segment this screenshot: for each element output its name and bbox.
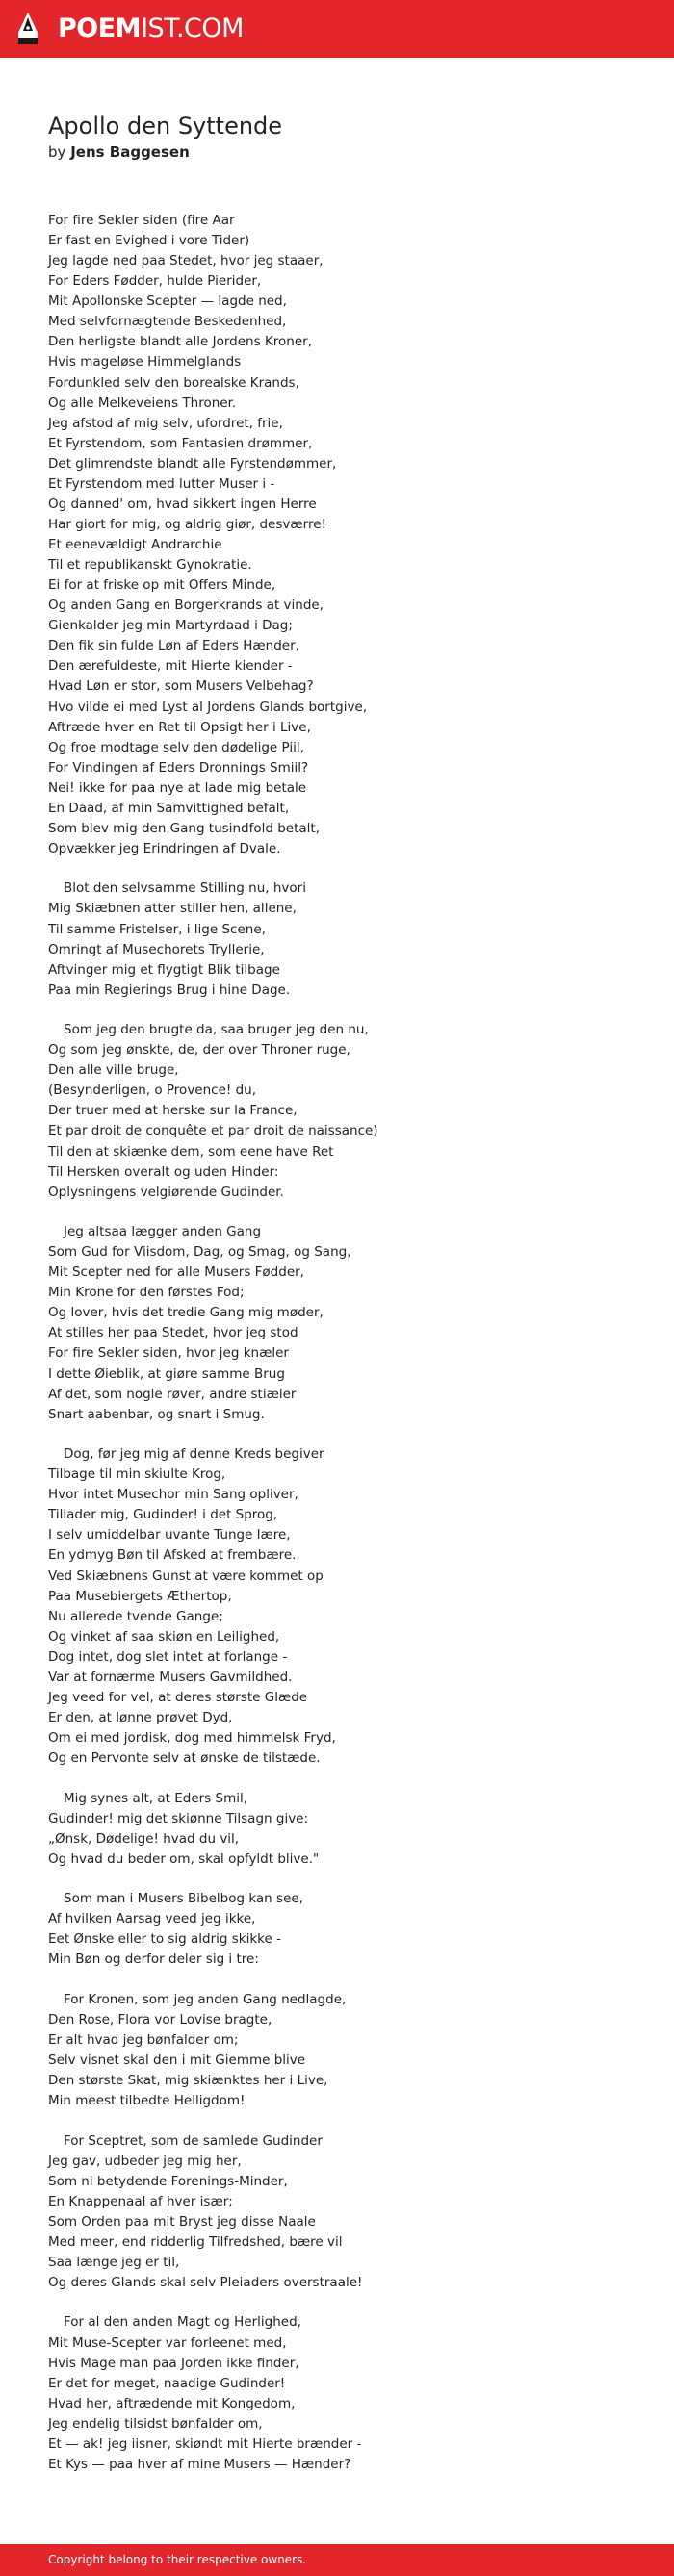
- poem-stanza: [48, 1789, 645, 1870]
- poem-line: Mig synes alt, at Eders Smil,: [64, 1790, 248, 1806]
- poem-line: Og deres Glands skal selv Pleiaders overstraale!: [48, 2275, 363, 2290]
- site-footer: [0, 2544, 674, 2576]
- poem-line: Var at fornærme Musers Gavmildhed.: [48, 1669, 293, 1685]
- poem-line: Den fik sin fulde Løn af Eders Hænder,: [48, 638, 299, 654]
- poem-line: Min meest tilbedte Helligdom!: [48, 2093, 246, 2109]
- poem-line: Ei for at friske op mit Offers Minde,: [48, 577, 276, 594]
- poem-line: Snart aabenbar, og snart i Smug.: [48, 1406, 265, 1422]
- poem-line: Som ni betydende Forenings-Minder,: [48, 2173, 288, 2189]
- poem-line: Mig Skiæbnen atter stiller hen, allene,: [48, 901, 297, 917]
- poem-line: Den største Skat, mig skiænktes her i Live,: [48, 2073, 328, 2089]
- poem-line: Som man i Musers Bibelbog kan see,: [64, 1891, 303, 1907]
- poem-line: Min Krone for den førstes Fod;: [48, 1285, 245, 1301]
- poem-line: Jeg veed for vel, at deres største Glæde: [48, 1689, 308, 1705]
- poem-stanza: [48, 2131, 645, 2294]
- poem-line: Et Fyrstendom, som Fantasien drømmer,: [48, 435, 313, 451]
- poem-stanza: [48, 1444, 645, 1769]
- poem-line: Til et republikanskt Gynokratie.: [48, 557, 252, 574]
- byline: [48, 142, 190, 162]
- poem-line: Om ei med jordisk, dog med himmelsk Fryd,: [48, 1730, 336, 1746]
- poem-line: Jeg afstod af mig selv, ufordret, frie,: [48, 415, 283, 431]
- poem-stanza: [48, 879, 645, 1000]
- site-header: [0, 0, 674, 58]
- poem-line: Og vinket af saa skiøn en Leilighed,: [48, 1628, 280, 1645]
- poem-line: Opvækker jeg Erindringen af Dvale.: [48, 840, 281, 856]
- poem-line: Hvad Løn er stor, som Musers Velbehag?: [48, 678, 314, 695]
- poem-line: Et — ak! jeg iisner, skiøndt mit Hierte brænder -: [48, 2436, 362, 2452]
- poem-line: Dog, før jeg mig af denne Kreds begiver: [64, 1446, 324, 1463]
- poem-line: Hvo vilde ei med Lyst al Jordens Glands bortgive,: [48, 699, 368, 715]
- poem-line: Er fast en Evighed i vore Tider): [48, 233, 250, 249]
- poem-line: For fire Sekler siden, hvor jeg knæler: [48, 1345, 289, 1362]
- poem-line: Som jeg den brugte da, saa bruger jeg den nu,: [64, 1022, 369, 1038]
- poem-line: Jeg endelig tilsidst bønfalder om,: [48, 2415, 263, 2432]
- poem-title: Apollo den Syttende: [48, 113, 283, 140]
- poem-line: Fordunkled selv den borealske Krands,: [48, 374, 299, 391]
- poem-line: Oplysningens velgiørende Gudinder.: [48, 1184, 284, 1200]
- poem-line: Min Bøn og derfor deler sig i tre:: [48, 1951, 259, 1968]
- poem-line: Har giort for mig, og aldrig giør, desværre!: [48, 516, 326, 532]
- poem-line: Hvis mageløse Himmelglands: [48, 354, 242, 370]
- poem-line: Som blev mig den Gang tusindfold betalt,: [48, 820, 320, 836]
- brand-light: IST.COM: [141, 13, 244, 43]
- poem-line: Ved Skiæbnens Gunst at være kommet op: [48, 1568, 324, 1584]
- poem-line: Til Hersken overalt og uden Hinder:: [48, 1163, 279, 1180]
- poem-line: Er det for meget, naadige Gudinder!: [48, 2375, 286, 2391]
- poem-line: Der truer med at herske sur la France,: [48, 1103, 298, 1119]
- poem-line: At stilles her paa Stedet, hvor jeg stod: [48, 1325, 298, 1341]
- poem-line: For Eders Fødder, hulde Pierider,: [48, 273, 262, 290]
- poem-line: Som Gud for Viisdom, Dag, og Smag, og Sang,: [48, 1244, 351, 1261]
- poem-stanza: [48, 1020, 645, 1203]
- poem-line: For fire Sekler siden (fire Aar: [48, 213, 235, 228]
- poem-line: Den alle ville bruge,: [48, 1062, 179, 1079]
- poem-line: Og som jeg ønskte, de, der over Throner ruge,: [48, 1042, 350, 1058]
- poem-line: Og hvad du beder om, skal opfyldt blive.": [48, 1850, 320, 1867]
- poem-line: For al den anden Magt og Herlighed,: [64, 2314, 301, 2331]
- poem-line: Paa Musebiergets Æthertop,: [48, 1588, 232, 1604]
- poem-line: Tilbage til min skiulte Krog,: [48, 1467, 226, 1483]
- poem-line: Med selvfornægtende Beskedenhed,: [48, 314, 287, 330]
- poem-line: Tillader mig, Gudinder! i det Sprog,: [48, 1507, 278, 1523]
- poem-line: Er den, at lønne prøvet Dyd,: [48, 1709, 233, 1725]
- poem-line: Aftvinger mig et flygtigt Blik tilbage: [48, 961, 280, 978]
- pen-nib-icon[interactable]: [16, 12, 39, 48]
- author-link[interactable]: Jens Baggesen: [70, 143, 190, 161]
- poem-line: Et Kys — paa hver af mine Musers — Hænder?: [48, 2456, 351, 2472]
- poem-line: Hvis Mage man paa Jorden ikke finder,: [48, 2355, 299, 2371]
- poem-line: Gudinder! mig det skiønne Tilsagn give:: [48, 1810, 309, 1826]
- poem-stanza: [48, 2312, 645, 2475]
- poem-line: Selv visnet skal den i mit Giemme blive: [48, 2052, 306, 2068]
- poem-line: Med meer, end ridderlig Tilfredshed, bære vil: [48, 2233, 343, 2250]
- poem-line: Som Orden paa mit Bryst jeg disse Naale: [48, 2213, 316, 2230]
- poem-line: Af hvilken Aarsag veed jeg ikke,: [48, 1911, 256, 1927]
- poem-line: Af det, som nogle røver, andre stiæler: [48, 1386, 297, 1402]
- poem-line: Og lover, hvis det tredie Gang mig møder,: [48, 1305, 324, 1321]
- poem-line: I dette Øieblik, at giøre samme Brug: [48, 1365, 285, 1382]
- copyright-notice: Copyright belong to their respective owners.: [48, 2553, 307, 2566]
- poem-line: Saa længe jeg er til,: [48, 2254, 180, 2270]
- poem-body: [48, 211, 645, 2494]
- poem-line: Dog intet, dog slet intet at forlange -: [48, 1648, 288, 1665]
- poem-line: For Sceptret, som de samlede Gudinder: [64, 2132, 323, 2149]
- poem-line: Og froe modtage selv den dødelige Piil,: [48, 739, 304, 755]
- poem-line: Jeg lagde ned paa Stedet, hvor jeg staaer,: [48, 253, 324, 269]
- poem-line: I selv umiddelbar uvante Tunge lære,: [48, 1527, 291, 1543]
- poem-line: Omringt af Musechorets Tryllerie,: [48, 941, 265, 957]
- poem-line: En Daad, af min Samvittighed befalt,: [48, 800, 290, 816]
- poem-line: Den ærefuldeste, mit Hierte kiender -: [48, 658, 293, 675]
- poem-line: Hvad her, aftrædende mit Kongedom,: [48, 2395, 296, 2411]
- poem-line: Mit Apollonske Scepter — lagde ned,: [48, 293, 287, 310]
- poem-stanza: [48, 1889, 645, 1970]
- site-logo[interactable]: [58, 12, 244, 46]
- poem-line: (Besynderligen, o Provence! du,: [48, 1083, 257, 1099]
- poem-line: Og danned' om, hvad sikkert ingen Herre: [48, 496, 317, 512]
- poem-line: Gienkalder jeg min Martyrdaad i Dag;: [48, 618, 293, 634]
- by-label: by: [48, 143, 66, 161]
- poem-line: Nei! ikke for paa nye at lade mig betale: [48, 779, 307, 796]
- poem-line: Et eenevældigt Andrarchie: [48, 537, 222, 552]
- poem-line: Et par droit de conquête et par droit de naissance): [48, 1123, 378, 1139]
- poem-stanza: [48, 1222, 645, 1425]
- poem-line: En Knappenaal af hver især;: [48, 2193, 233, 2209]
- poem-stanza: [48, 211, 645, 859]
- poem-line: Og alle Melkeveiens Throner.: [48, 395, 237, 411]
- poem-line: Den herligste blandt alle Jordens Kroner,: [48, 334, 313, 350]
- poem-line: Og anden Gang en Borgerkrands at vinde,: [48, 598, 324, 614]
- poem-line: Paa min Regierings Brug i hine Dage.: [48, 982, 291, 998]
- poem-line: Hvor intet Musechor min Sang opliver,: [48, 1487, 298, 1503]
- poem-line: En ydmyg Bøn til Afsked at frembære.: [48, 1547, 297, 1564]
- poem-line: For Vindingen af Eders Dronnings Smiil?: [48, 759, 309, 776]
- brand-bold: POEM: [58, 13, 142, 43]
- poem-line: Aftræde hver en Ret til Opsigt her i Live,: [48, 719, 311, 735]
- poem-line: Mit Muse-Scepter var forleenet med,: [48, 2334, 287, 2351]
- poem-line: Jeg gav, udbeder jeg mig her,: [48, 2153, 242, 2169]
- poem-line: Og en Pervonte selv at ønske de tilstæde.: [48, 1750, 321, 1767]
- poem-line: Nu allerede tvende Gange;: [48, 1608, 223, 1624]
- poem-line: Til den at skiænke dem, som eene have Ret: [48, 1143, 334, 1160]
- poem-stanza: [48, 1990, 645, 2111]
- poem-line: Eet Ønske eller to sig aldrig skikke -: [48, 1931, 281, 1948]
- poem-line: „Ønsk, Dødelige! hvad du vil,: [48, 1830, 240, 1847]
- poem-line: Er alt hvad jeg bønfalder om;: [48, 2031, 239, 2048]
- poem-line: Til samme Fristelser, i lige Scene,: [48, 921, 266, 937]
- poem-line: Jeg altsaa lægger anden Gang: [64, 1224, 262, 1240]
- poem-line: Mit Scepter ned for alle Musers Fødder,: [48, 1264, 304, 1281]
- poem-line: Det glimrendste blandt alle Fyrstendømmer,: [48, 455, 337, 472]
- poem-line: Et Fyrstendom med lutter Muser i -: [48, 475, 275, 492]
- poem-line: Den Rose, Flora vor Lovise bragte,: [48, 2011, 272, 2028]
- poem-line: For Kronen, som jeg anden Gang nedlagde,: [64, 1991, 347, 2007]
- poem-line: Blot den selvsamme Stilling nu, hvori: [64, 880, 306, 897]
